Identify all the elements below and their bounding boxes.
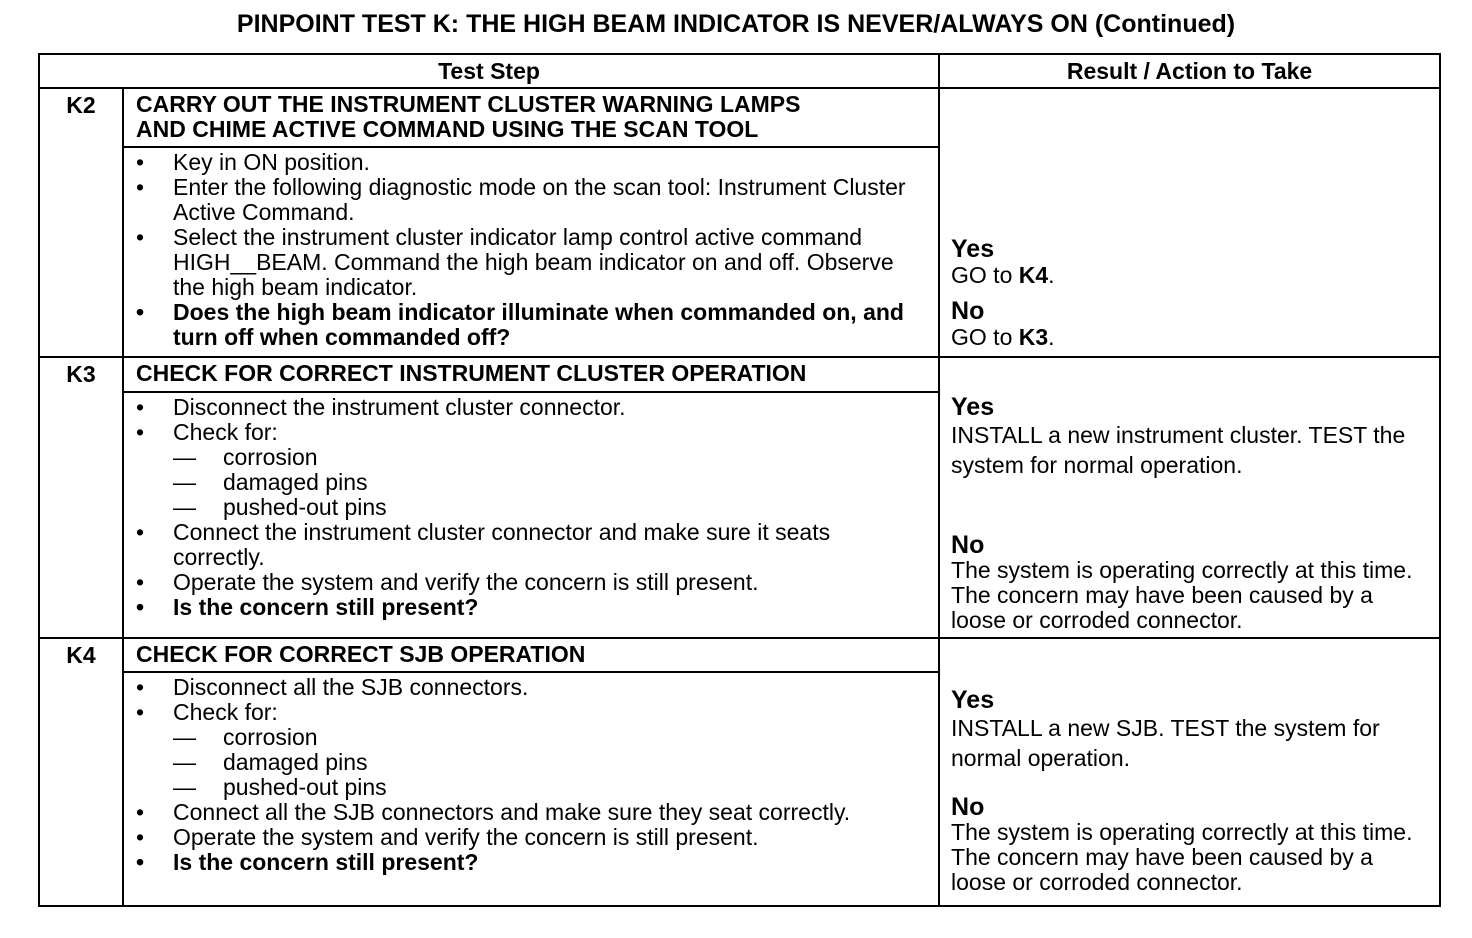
list-item: • Check for: — corrosion — damaged pins — pushed-out pins — [136, 420, 928, 520]
list-item: • Check for: — corrosion — damaged pins — pushed-out pins — [136, 700, 928, 800]
step-body-k3 — [123, 392, 939, 638]
yes-label: Yes — [951, 235, 995, 263]
list-item: • Operate the system and verify the concern is still present. — [136, 824, 759, 850]
sub-item: — corrosion — [173, 724, 318, 750]
step-heading-k4: CHECK FOR CORRECT SJB OPERATION — [123, 638, 939, 672]
page-title: PINPOINT TEST K: THE HIGH BEAM INDICATOR IS NEVER/ALWAYS ON (Continued) — [236, 10, 1236, 38]
list-item: • Operate the system and verify the concern is still present. — [136, 569, 759, 595]
yes-step-ref: K4 — [1018, 262, 1049, 288]
list-item: • Connect all the SJB connectors and make sure they seat correctly. — [136, 799, 851, 825]
yes-action — [951, 263, 1431, 288]
result-k2 — [939, 88, 1440, 357]
step-body-k2 — [123, 147, 939, 357]
sub-item: — pushed-out pins — [173, 494, 387, 520]
no-label: No — [951, 531, 985, 559]
list-item: • Disconnect the instrument cluster connector. — [136, 394, 626, 420]
step-heading-line: CARRY OUT THE INSTRUMENT CLUSTER WARNING LAMPS — [136, 91, 801, 117]
header-result: Result / Action to Take — [939, 54, 1440, 88]
no-label: No — [951, 297, 985, 325]
step-heading-k2 — [123, 88, 939, 147]
no-label: No — [951, 793, 985, 821]
yes-prefix: GO to — [951, 262, 1019, 288]
list-item: • Enter the following diagnostic mode on the scan tool: Instrument Cluster Active Command. — [136, 174, 906, 225]
sub-list — [173, 725, 928, 800]
step-k3-heading-row — [39, 357, 1440, 392]
list-item: • Key in ON position. — [136, 149, 370, 175]
sub-item: — corrosion — [173, 444, 318, 470]
result-k3 — [939, 357, 1440, 638]
step-body-k4 — [123, 672, 939, 906]
step-list — [136, 395, 928, 620]
no-step-ref: K3 — [1018, 324, 1049, 350]
list-item-question: • Is the concern still present? — [136, 594, 479, 620]
list-item-question: • Is the concern still present? — [136, 849, 479, 875]
no-suffix: . — [1048, 324, 1055, 350]
no-prefix: GO to — [951, 324, 1019, 350]
step-list — [136, 675, 928, 875]
step-k2-heading-row — [39, 88, 1440, 147]
table-header-row — [39, 54, 1440, 88]
step-heading-line: AND CHIME ACTIVE COMMAND USING THE SCAN TOOL — [136, 116, 759, 142]
pinpoint-test-table — [38, 53, 1441, 907]
yes-action: INSTALL a new SJB. TEST the system for normal operation. — [951, 715, 1380, 771]
no-action — [951, 325, 1431, 350]
no-action: The system is operating correctly at this time. The concern may have been caused by a loose or corroded connector. — [951, 557, 1413, 633]
no-action: The system is operating correctly at this time. The concern may have been caused by a loose or corroded connector. — [951, 819, 1413, 895]
sub-item: — damaged pins — [173, 749, 368, 775]
yes-label: Yes — [951, 393, 995, 421]
sub-item: — damaged pins — [173, 469, 368, 495]
list-item: • Select the instrument cluster indicator lamp control active command HIGH__BEAM. Command the high beam indicator on and off. Observe the high beam indicator. — [136, 224, 894, 300]
step-id-k2: K2 — [39, 88, 123, 357]
step-list — [136, 150, 928, 350]
list-item: • Disconnect all the SJB connectors. — [136, 674, 529, 700]
step-k4-heading-row — [39, 638, 1440, 672]
step-heading-k3: CHECK FOR CORRECT INSTRUMENT CLUSTER OPERATION — [123, 357, 939, 392]
header-test-step: Test Step — [39, 54, 939, 88]
list-item: • Connect the instrument cluster connector and make sure it seats correctly. — [136, 519, 831, 570]
yes-suffix: . — [1048, 262, 1055, 288]
step-id-k3: K3 — [39, 357, 123, 638]
yes-label: Yes — [951, 686, 995, 714]
result-k4 — [939, 638, 1440, 906]
yes-action: INSTALL a new instrument cluster. TEST the system for normal operation. — [951, 422, 1406, 478]
list-item-question: • Does the high beam indicator illuminate when commanded on, and turn off when commanded off? — [136, 299, 904, 350]
sub-item: — pushed-out pins — [173, 774, 387, 800]
sub-list — [173, 445, 928, 520]
step-id-k4: K4 — [39, 638, 123, 906]
